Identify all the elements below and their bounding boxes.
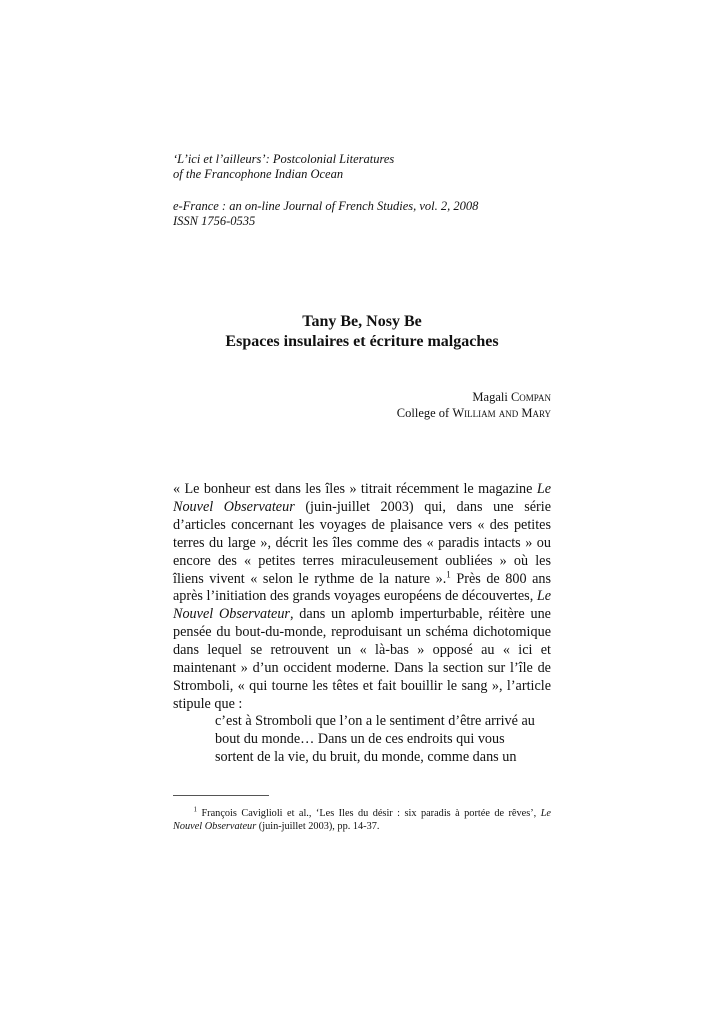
footnote-divider — [173, 795, 269, 796]
footnote-text: (juin-juillet 2003), pp. 14-37. — [256, 821, 380, 832]
journal-title-block — [173, 152, 573, 182]
journal-title-line-1: ‘L’ici et l’ailleurs’: Postcolonial Literatures — [173, 152, 395, 166]
magazine-title: Le Nouvel Observateur — [173, 588, 551, 623]
affiliation-name: William and Mary — [452, 406, 551, 420]
journal-title-line-2: of the Francophone Indian Ocean — [173, 167, 344, 181]
article-title-line-2: Espaces insulaires et écriture malgaches — [225, 333, 499, 350]
quote-line-3: sortent de la vie, du bruit, du monde, comme dans un — [215, 748, 517, 765]
issn-line: ISSN 1756-0535 — [173, 214, 256, 228]
block-quote — [215, 713, 551, 767]
footnote-magazine: Le Nouvel Observateur — [173, 808, 551, 832]
author-first-name: Magali — [472, 390, 511, 404]
article-title-line-1: Tany Be, Nosy Be — [302, 313, 422, 330]
text-run: , dans un aplomb imperturbable, réitère une pensée du bout-du-monde, reproduisant un schéma dichotomique dans lequel se retrouvent un « là-bas » opposé au « ici et maintenant » d’un occident moderne. Dans la section sur l’île de Stromboli, « qui tourne les têtes et fait bouillir le sang », l’article stipule que : — [173, 606, 551, 712]
author-affiliation — [397, 405, 551, 421]
quote-line-1: c’est à Stromboli que l’on a le sentiment d’être arrivé au — [215, 713, 535, 729]
paragraph-1 — [173, 481, 551, 714]
footnote-indent — [173, 807, 197, 820]
body-paragraph — [173, 481, 551, 714]
text-run: « Le bonheur est dans les îles » titrait récemment le magazine — [173, 481, 537, 497]
magazine-title: Le Nouvel Observateur — [173, 481, 551, 515]
footnote-number: 1 — [193, 805, 197, 814]
text-run: Près de 800 ans après l’initiation des grands voyages européens de découvertes, — [173, 570, 551, 605]
author-name — [397, 389, 551, 405]
article-title — [173, 312, 551, 352]
publication-line: e-France : an on-line Journal of French Studies, vol. 2, 2008 — [173, 199, 479, 213]
publication-info-block — [173, 199, 573, 229]
journal-header — [173, 152, 573, 246]
author-block — [397, 389, 551, 421]
footnote-text: François Caviglioli et al., ‘Les Iles du désir : six paradis à portée de rêves’, — [197, 808, 541, 819]
affiliation-prefix: College of — [396, 406, 453, 420]
footnote — [173, 807, 551, 833]
text-run: (juin-juillet 2003) qui, dans une série d’articles concernant les voyages de plaisance vers « des petites terres du large », décrit les îles comme des « paradis intacts » ou encore des « petites terres miraculeusement oubliées » où les îliens vivent « selon le rythme de la nature ». — [173, 498, 551, 587]
quote-line-2: bout du monde… Dans un de ces endroits qui vous — [215, 730, 505, 747]
author-last-name: Compan — [510, 390, 551, 404]
footnote-ref[interactable]: 1 — [446, 568, 451, 579]
